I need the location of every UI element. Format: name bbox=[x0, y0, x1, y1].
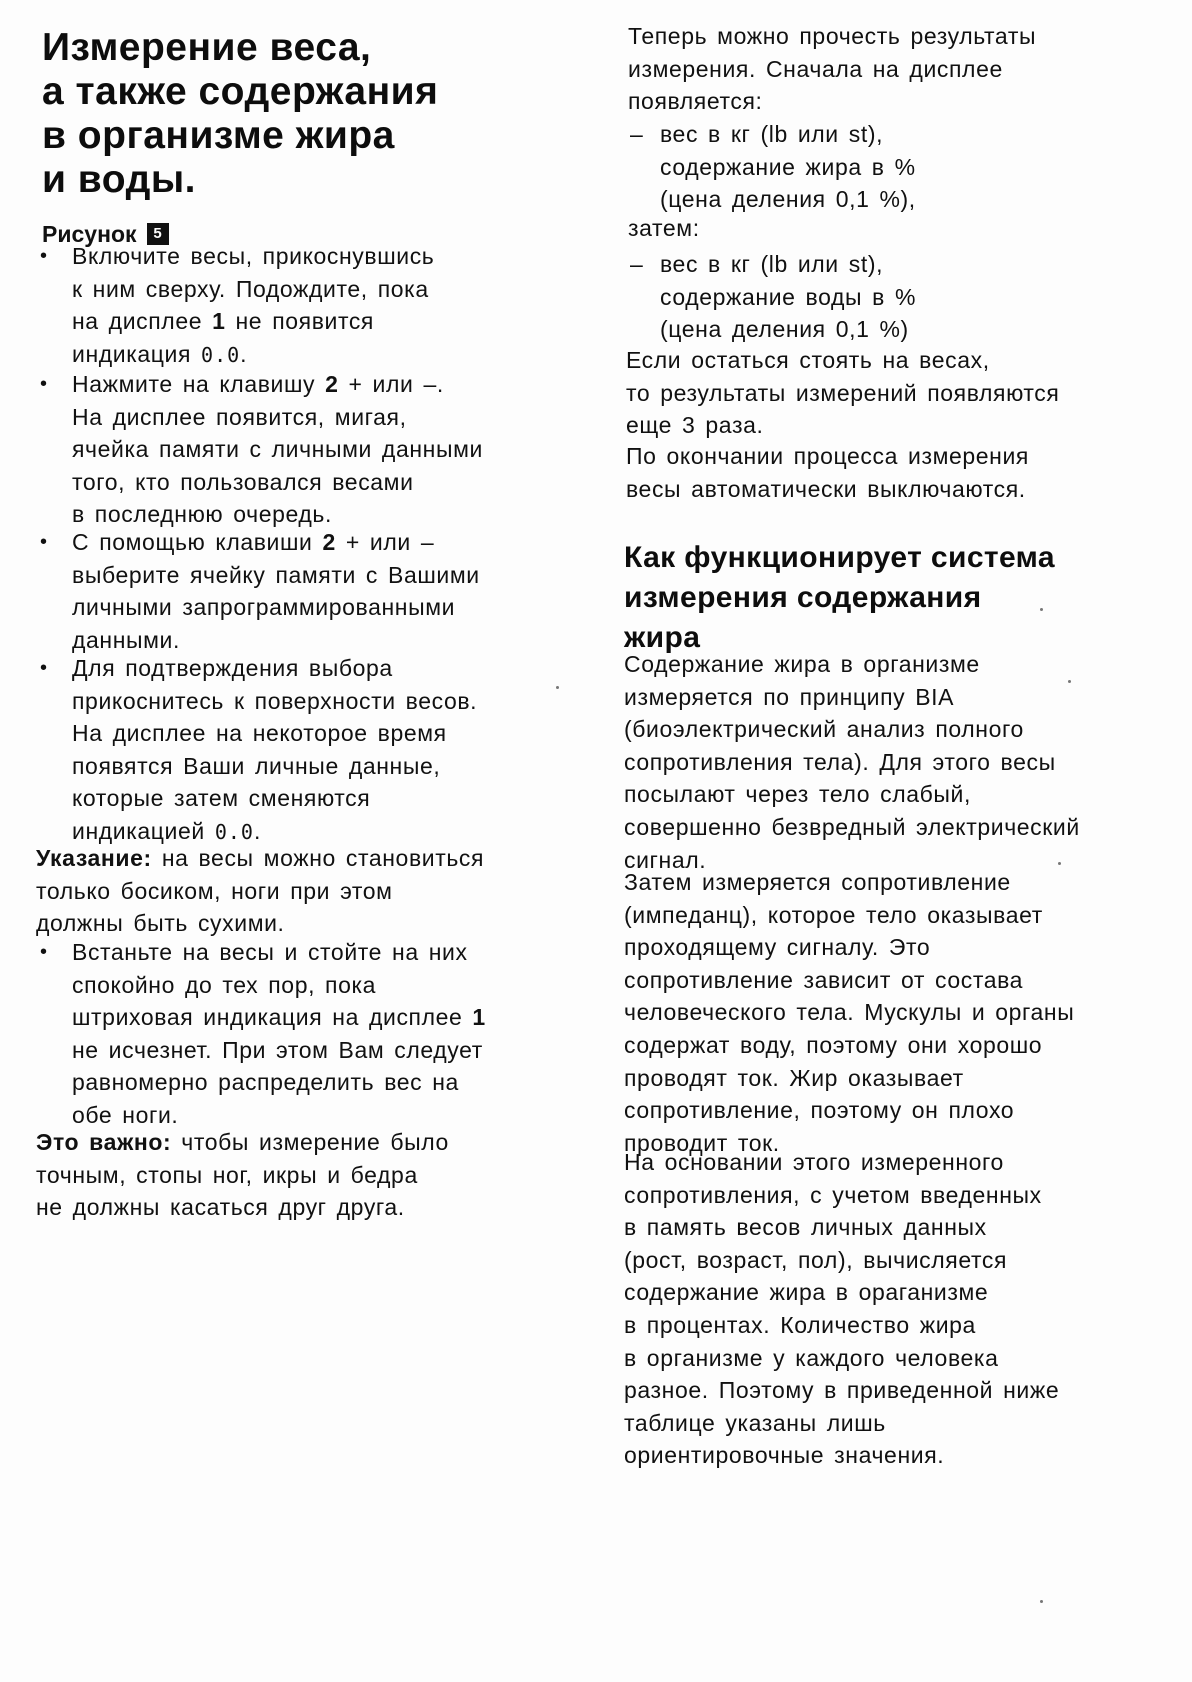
text-line: содержание жира в ораганизме bbox=[624, 1279, 989, 1306]
display-reading: 0.0 bbox=[201, 342, 241, 367]
text-fragment: штриховая индикация на дисплее bbox=[72, 1004, 473, 1031]
then-label bbox=[628, 212, 700, 245]
text-line: ориентировочные значения. bbox=[624, 1442, 945, 1469]
text-line: содержание жира в % bbox=[660, 153, 916, 180]
text-line: сопротивления тела). Для этого весы bbox=[624, 748, 1056, 775]
display-ref-number: 1 bbox=[472, 1004, 486, 1031]
text-fragment: не появится bbox=[225, 308, 374, 335]
text-line: содержат воду, поэтому они хорошо bbox=[624, 1031, 1043, 1058]
text-line: обе ноги. bbox=[72, 1101, 179, 1128]
text-line: то результаты измерений появляются bbox=[626, 379, 1060, 406]
figure-label: Рисунок bbox=[42, 221, 137, 247]
text-line: (цена деления 0,1 %) bbox=[660, 316, 909, 343]
text-line: (биоэлектрический анализ полного bbox=[624, 716, 1024, 743]
text-fragment: С помощью клавиши bbox=[72, 529, 323, 555]
text-line: появятся Ваши личные данные, bbox=[72, 752, 441, 779]
text-line: разное. Поэтому в приведенной ниже bbox=[624, 1377, 1060, 1404]
text-fragment: на дисплее bbox=[72, 308, 213, 335]
text-fragment: . bbox=[253, 817, 261, 844]
auto-off-paragraph bbox=[626, 440, 1029, 505]
text-line: сопротивление зависит от состава bbox=[624, 966, 1024, 993]
text-fragment: . bbox=[240, 340, 248, 367]
text-fragment: индикация bbox=[72, 340, 202, 367]
note-label: Указание: bbox=[36, 845, 152, 871]
text-fragment: + или – bbox=[335, 529, 435, 555]
text-line: в организме у каждого человека bbox=[624, 1344, 999, 1371]
dash-icon: – bbox=[630, 251, 644, 277]
scan-speck bbox=[1068, 680, 1071, 683]
text-line: сопротивление, поэтому он плохо bbox=[624, 1097, 1015, 1124]
text-line: человеческого тела. Мускулы и органы bbox=[624, 999, 1075, 1026]
bullet-icon: • bbox=[40, 531, 48, 553]
text-line: проводит ток. bbox=[624, 1129, 780, 1156]
text-line: весы автоматически выключаются. bbox=[626, 475, 1026, 502]
text-fragment: + или –. bbox=[338, 371, 444, 397]
text-line: в процентах. Количество жира bbox=[624, 1311, 976, 1338]
important-paragraph bbox=[36, 1126, 616, 1224]
bullet-icon: • bbox=[40, 373, 48, 395]
text-line: ячейка памяти с личными данными bbox=[72, 436, 483, 463]
text-line: сопротивления, с учетом введенных bbox=[624, 1181, 1042, 1208]
text-line: На дисплее на некоторое время bbox=[72, 720, 447, 747]
important-label: Это важно: bbox=[36, 1129, 172, 1155]
text-line: сигнал. bbox=[624, 846, 707, 873]
scan-speck bbox=[1058, 862, 1061, 865]
text-line bbox=[72, 305, 434, 338]
bia-principle-paragraph bbox=[624, 648, 1080, 876]
text-line: Для подтверждения выбора bbox=[72, 655, 393, 681]
text-line: На дисплее появится, мигая, bbox=[72, 403, 407, 430]
text-line: (рост, возраст, пол), вычисляется bbox=[624, 1246, 1008, 1273]
text-line: равномерно распределить вес на bbox=[72, 1069, 459, 1096]
text-line: (импеданц), которое тело оказывает bbox=[624, 901, 1043, 928]
key-ref-number: 2 bbox=[325, 371, 339, 397]
text-line: По окончании процесса измерения bbox=[626, 443, 1029, 469]
page-title: Измерение веса, а также содержания в организме жира и воды. bbox=[42, 26, 439, 201]
text-line bbox=[36, 842, 616, 875]
display-reading: 0.0 bbox=[214, 819, 254, 844]
key-ref-number: 2 bbox=[322, 529, 336, 555]
scan-speck bbox=[556, 686, 559, 689]
bullet-icon: • bbox=[40, 245, 48, 267]
text-line: посылают через тело слабый, bbox=[624, 781, 971, 808]
text-line: которые затем сменяются bbox=[72, 785, 371, 812]
text-line: спокойно до тех пор, пока bbox=[72, 971, 377, 998]
text-line: не должны касаться друг друга. bbox=[36, 1194, 405, 1221]
bullet-icon: • bbox=[40, 657, 48, 679]
text-line: Если остаться стоять на весах, bbox=[626, 347, 990, 373]
text-line: затем: bbox=[628, 215, 700, 241]
calculation-paragraph bbox=[624, 1146, 1059, 1472]
impedance-paragraph bbox=[624, 866, 1074, 1159]
text-line: Встаньте на весы и стойте на них bbox=[72, 939, 468, 965]
text-line: Теперь можно прочесть результаты bbox=[628, 23, 1037, 49]
text-line: (цена деления 0,1 %), bbox=[660, 186, 916, 213]
text-line: в память весов личных данных bbox=[624, 1214, 987, 1241]
text-fragment: Нажмите на клавишу bbox=[72, 371, 326, 397]
text-line bbox=[36, 1126, 616, 1159]
results-intro-paragraph bbox=[628, 20, 1036, 118]
text-line: вес в кг (lb или st), bbox=[660, 251, 884, 277]
repeat-paragraph bbox=[626, 344, 1059, 442]
text-line bbox=[72, 368, 483, 401]
text-line: данными. bbox=[72, 626, 180, 653]
text-line: прикоснитесь к поверхности весов. bbox=[72, 687, 478, 714]
text-line: совершенно безвредный электрический bbox=[624, 813, 1080, 840]
text-line: таблице указаны лишь bbox=[624, 1409, 886, 1436]
text-line: точным, стопы ног, икры и бедра bbox=[36, 1161, 418, 1188]
text-line: появляется: bbox=[628, 88, 763, 115]
dash-icon: – bbox=[630, 121, 644, 147]
text-fragment: чтобы измерение было bbox=[171, 1129, 449, 1155]
figure-number-badge: 5 bbox=[147, 223, 169, 245]
text-line: Включите весы, прикоснувшись bbox=[72, 243, 435, 269]
text-line: к ним сверху. Подождите, пока bbox=[72, 275, 429, 302]
text-line: только босиком, ноги при этом bbox=[36, 877, 393, 904]
text-line: еще 3 раза. bbox=[626, 412, 764, 439]
text-line: измеряется по принципу BIA bbox=[624, 683, 955, 710]
text-line bbox=[72, 338, 434, 372]
text-line: должны быть сухими. bbox=[36, 910, 285, 937]
text-line: измерения. Сначала на дисплее bbox=[628, 55, 1003, 82]
text-line: проходящему сигналу. Это bbox=[624, 934, 931, 961]
bullet-icon: • bbox=[40, 941, 48, 963]
text-line: Затем измеряется сопротивление bbox=[624, 869, 1011, 895]
text-line: Содержание жира в организме bbox=[624, 651, 980, 677]
text-line: содержание воды в % bbox=[660, 283, 917, 310]
text-line: не исчезнет. При этом Вам следует bbox=[72, 1036, 483, 1063]
scan-speck bbox=[1040, 1600, 1043, 1603]
text-fragment: на весы можно становиться bbox=[151, 845, 485, 871]
display-ref-number: 1 bbox=[212, 308, 226, 335]
text-line bbox=[72, 526, 480, 559]
text-line: выберите ячейку памяти с Вашими bbox=[72, 561, 480, 588]
text-fragment: индикацией bbox=[72, 817, 215, 844]
text-line: вес в кг (lb или st), bbox=[660, 121, 884, 147]
text-line: На основании этого измеренного bbox=[624, 1149, 1004, 1175]
text-line: личными запрограммированными bbox=[72, 594, 456, 621]
scan-speck bbox=[1040, 608, 1043, 611]
text-line bbox=[72, 1001, 486, 1034]
note-paragraph bbox=[36, 842, 616, 940]
text-line: в последнюю очередь. bbox=[72, 501, 333, 528]
text-line: того, кто пользовался весами bbox=[72, 468, 414, 495]
text-line: проводят ток. Жир оказывает bbox=[624, 1064, 964, 1091]
section-title: Как функционирует система измерения содержания жира bbox=[624, 541, 1055, 654]
